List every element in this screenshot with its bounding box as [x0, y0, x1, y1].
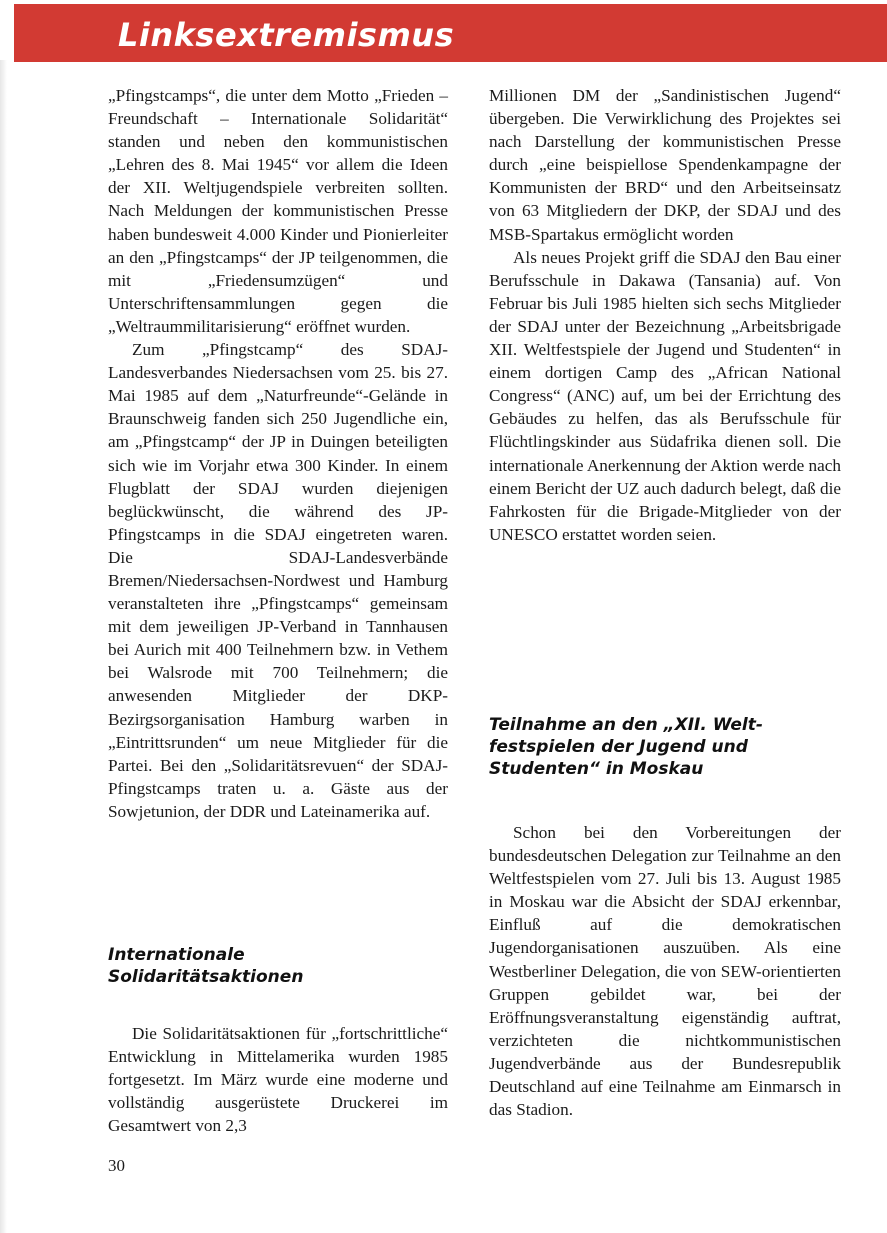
paragraph: Millionen DM der „Sandinistischen Jugend“ übergeben. Die Verwirklichung des Projektes sei nach Darstellung der kommunistischen Presse durch „eine beispiellose Spendenkampagne der Kommunisten der BRD“ und den Arbeitseinsatz von 63 Mitgliedern der DKP, der SDAJ und des MSB-Spartakus ermöglicht worden	[489, 86, 841, 244]
paragraph: „Pfingstcamps“, die unter dem Motto „Frieden – Freundschaft – Internationale Solidarität“ standen und neben den kommunistischen „Lehren des 8. Mai 1945“ vor allem die Ideen der XII. Weltjugendspiele verbreiten sollten. Nach Meldungen der kommunistischen Presse haben bundesweit 4.000 Kinder und Pionierleiter an den „Pfingstcamps“ der JP teilgenommen, die mit „Friedensumzügen“ und Unterschriftensammlungen gegen die „Weltraummilitarisierung“ eröffnet wurden.	[108, 86, 448, 336]
heading-line: Internationale	[108, 945, 245, 965]
chapter-title: Linksextremismus	[118, 16, 455, 54]
section-body-international-solidarity	[108, 1022, 448, 1137]
section-heading-world-festival	[489, 714, 819, 780]
paragraph: Die Solidaritätsaktionen für „fortschrittliche“ Entwicklung in Mittelamerika wurden 1985 fortgesetzt. Im März wurde eine moderne und vollständig ausgerüstete Druckerei im Gesamtwert von 2,3	[108, 1024, 448, 1136]
chapter-header-band	[14, 4, 887, 62]
left-column	[108, 84, 448, 823]
page-number: 30	[108, 1156, 125, 1175]
heading-line: festspielen der Jugend und	[489, 737, 748, 757]
paragraph: Als neues Projekt griff die SDAJ den Bau einer Berufsschule in Dakawa (Tansania) auf. Von Februar bis Juli 1985 hielten sich sechs Mitglieder der SDAJ unter der Bezeichnung „Arbeitsbrigade XII. Weltfestspiele der Jugend und Studenten“ in einem dortigen Camp des „African National Congress“ (ANC) auf, um bei der Errichtung des Gebäudes zu helfen, das als Berufsschule für Flüchtlingskinder aus Südafrika dienen soll. Die internationale Anerkennung der Aktion werde nach einem Bericht der UZ auch dadurch belegt, daß die Fahrkosten für die Brigade-Mitglieder von der UNESCO erstattet worden seien.	[489, 247, 841, 544]
section-heading-international-solidarity	[108, 944, 438, 988]
heading-line: Studenten“ in Moskau	[489, 759, 704, 779]
paragraph: Schon bei den Vorbereitungen der bundesdeutschen Delegation zur Teilnahme an den Weltfestspielen vom 27. Juli bis 13. August 1985 in Moskau war die Absicht der SDAJ erkennbar, Einfluß auf die demokratischen Jugendorganisationen auszuüben. Als eine Westberliner Delegation, die von SEW-orientierten Gruppen gebildet war, bei der Eröffnungsveranstaltung eigenständig auftrat, verzichteten die nichtkommunistischen Jugendverbände aus der Bundesrepublik Deutschland auf eine Teilnahme am Einmarsch in das Stadion.	[489, 823, 841, 1120]
heading-line: Teilnahme an den „XII. Welt-	[489, 715, 763, 735]
page-edge-shadow	[0, 60, 7, 1233]
paragraph: Zum „Pfingstcamp“ des SDAJ-Landesverbandes Niedersachsen vom 25. bis 27. Mai 1985 auf dem „Naturfreunde“-Gelände in Braunschweig fanden sich 250 Jugendliche ein, am „Pfingstcamp“ der JP in Duingen beteiligten sich wie im Vorjahr etwa 300 Kinder. In einem Flugblatt der SDAJ wurden diejenigen beglückwünscht, die während des JP-Pfingstcamps in die SDAJ eingetreten waren. Die SDAJ-Landesverbände Bremen/Niedersachsen-Nordwest und Hamburg veranstalteten ihre „Pfingstcamps“ gemeinsam mit dem jeweiligen JP-Verband in Tannhausen bei Aurich mit 400 Teilnehmern bzw. in Vethem bei Walsrode mit 700 Teilnehmern; die anwesenden Mitglieder der DKP-Bezirgsorganisation Hamburg warben in „Eintrittsrunden“ um neue Mitglieder für die Partei. Bei den „Solidaritätsrevuen“ der SDAJ-Pfingstcamps traten u. a. Gäste aus der Sowjetunion, der DDR und Lateinamerika auf.	[108, 340, 448, 821]
section-body-world-festival	[489, 821, 841, 1121]
right-column	[489, 84, 841, 546]
heading-line: Solidaritätsaktionen	[108, 967, 304, 987]
